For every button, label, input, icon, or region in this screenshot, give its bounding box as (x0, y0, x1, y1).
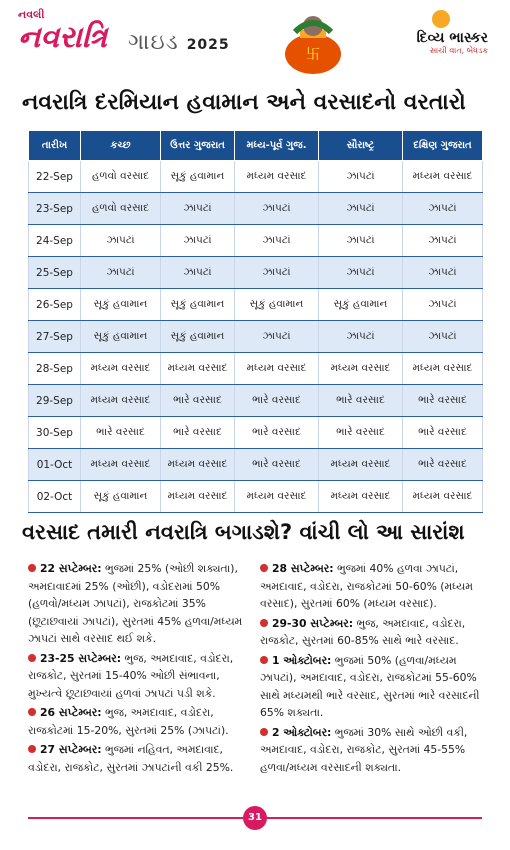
table-cell: ભારે વરસાદ (403, 449, 483, 481)
summary-text: ભુજમાં નહિવત, અમદાવાદ, વડોદરા, રાજકોટ, સુરતમાં ઝાપટાંની વકી 25%. (28, 743, 234, 774)
summary-text: ભુજમાં 30% સાથે ઓછી વકી, અમદાવાદ, વડોદરા, રાજકોટ, સુરતમાં 45-55% હળવા/મધ્યમ વરસાદની શક્યતા. (260, 725, 468, 774)
table-cell: મધ્યમ વરસાદ (403, 353, 483, 385)
weather-table (28, 130, 483, 513)
table-cell: ઝાપટાં (403, 193, 483, 225)
table-cell: મધ્યમ વરસાદ (161, 481, 235, 513)
table-cell: હળવો વરસાદ (81, 161, 161, 193)
summary-date: 28 સપ્ટેમ્બર: (272, 562, 334, 575)
header-date: તારીખ (29, 131, 81, 161)
table-cell: ઝાપટાં (161, 225, 235, 257)
summary-title: વરસાદ તમારી નવરાત્રિ બગાડશે? વાંચી લો આ સારાંશ (22, 520, 465, 544)
brand-guide-label (128, 30, 230, 55)
summary-item (260, 615, 486, 650)
table-cell: મધ્યમ વરસાદ (403, 481, 483, 513)
navratri-guide-logo (18, 8, 107, 54)
summary-text: ભુજમાં 50% (હળવા/મધ્યમ ઝાપટાં), અમદાવાદ, વડોદરા, રાજકોટમાં 55-60% સાથે મધ્યમથી ભારે વરસાદ, સુરતમાં ભારે વરસાદની 65% શક્યતા. (260, 653, 480, 719)
table-row (29, 225, 483, 257)
summary-item (28, 650, 250, 703)
table-cell: મધ્યમ વરસાદ (319, 353, 403, 385)
table-header-row (29, 131, 483, 161)
table-row (29, 449, 483, 481)
table-cell: ઝાપટાં (235, 321, 319, 353)
table-cell: ભારે વરસાદ (81, 417, 161, 449)
table-cell: ભારે વરસાદ (235, 449, 319, 481)
table-cell: ભારે વરસાદ (403, 417, 483, 449)
summary-item (28, 560, 250, 648)
table-cell: ભારે વરસાદ (403, 385, 483, 417)
table-row (29, 161, 483, 193)
table-cell: મધ્યમ વરસાદ (161, 449, 235, 481)
divya-bhaskar-logo (417, 30, 488, 56)
page-title: નવરાત્રિ દરમિયાન હવામાન અને વરસાદનો વરતારો (22, 90, 466, 115)
table-cell: સૂકું હવામાન (319, 289, 403, 321)
table-cell: ઝાપટાં (319, 257, 403, 289)
table-row (29, 385, 483, 417)
table-row (29, 353, 483, 385)
table-cell-date: 27-Sep (29, 321, 81, 353)
table-cell: ભારે વરસાદ (319, 417, 403, 449)
table-cell: ઝાપટાં (235, 257, 319, 289)
table-cell: મધ્યમ વરસાદ (235, 161, 319, 193)
table-cell: ઝાપટાં (403, 225, 483, 257)
page-header (0, 0, 510, 80)
table-cell: ભારે વરસાદ (235, 417, 319, 449)
table-cell: મધ્યમ વરસાદ (161, 353, 235, 385)
table-row (29, 289, 483, 321)
table-cell-date: 29-Sep (29, 385, 81, 417)
table-cell: મધ્યમ વરસાદ (81, 449, 161, 481)
table-cell: મધ્યમ વરસાદ (235, 481, 319, 513)
guide-text: ગાઇડ (128, 30, 179, 55)
bullet-icon (260, 728, 268, 736)
table-cell: ભારે વરસાદ (319, 385, 403, 417)
header-kutch: કચ્છ (81, 131, 161, 161)
table-cell: સૂકું હવામાન (235, 289, 319, 321)
header-south-gujarat: દક્ષિણ ગુજરાત (403, 131, 483, 161)
table-cell: ઝાપટાં (319, 161, 403, 193)
table-cell-date: 30-Sep (29, 417, 81, 449)
summary-text: ભુજમાં 25% (ઓછી શક્યતા), અમદાવાદમાં 25% (ઓછી), વડોદરામાં 50% (હળવો/મધ્યમ ઝાપટાં), રાજકોટમાં 35% (છૂટાછવાયાં ઝાપટાં), સુરતમાં 45% હળવા/મધ્યમ ઝાપટાં સાથે વરસાદ થઈ શકે. (28, 562, 243, 645)
header-saurashtra: સૌરાષ્ટ્ર (319, 131, 403, 161)
summary-date: 1 ઓક્ટોબર: (272, 653, 332, 667)
table-row (29, 417, 483, 449)
header-central-east: મધ્ય-પૂર્વ ગુજ. (235, 131, 319, 161)
table-row (29, 481, 483, 513)
table-cell: મધ્યમ વરસાદ (319, 481, 403, 513)
table-cell: ઝાપટાં (319, 193, 403, 225)
table-cell: સૂકું હવામાન (81, 481, 161, 513)
table-row (29, 193, 483, 225)
table-cell: સૂકું હવામાન (81, 321, 161, 353)
table-cell: ભારે વરસાદ (161, 385, 235, 417)
summary-item (28, 741, 250, 776)
table-cell: સૂકું હવામાન (161, 161, 235, 193)
table-cell-date: 22-Sep (29, 161, 81, 193)
svg-text:卐: 卐 (306, 47, 320, 63)
table-cell: સૂકું હવામાન (161, 321, 235, 353)
table-body (29, 161, 483, 513)
publisher-name: દિવ્ય ભાસ્કર (416, 30, 488, 46)
table-cell: મધ્યમ વરસાદ (319, 449, 403, 481)
table-cell-date: 28-Sep (29, 353, 81, 385)
table-cell-date: 26-Sep (29, 289, 81, 321)
summary-left-column (28, 560, 250, 778)
bullet-icon (260, 656, 268, 664)
table-cell-date: 02-Oct (29, 481, 81, 513)
summary-text: ભુજમાં 40% હળવા ઝાપટાં, અમદાવાદ, વડોદરા, રાજકોટમાં 50-60% (મધ્યમ વરસાદ), સુરતમાં 60% (મધ્યમ વરસાદ). (260, 562, 473, 610)
bullet-icon (28, 654, 36, 662)
page-number: 31 (243, 806, 267, 830)
summary-text: ભુજ, અમદાવાદ, વડોદરા, રાજકોટ, સુરતમાં 60-85% સાથે ભારે વરસાદ. (260, 616, 466, 647)
brand-big-text: નવરાત્રિ (18, 20, 108, 55)
table-cell: સૂકું હવામાન (81, 289, 161, 321)
table-cell: ઝાપટાં (81, 225, 161, 257)
summary-date: 29-30 સપ્ટેમ્બર: (272, 616, 354, 630)
publisher-tagline: સાચી વાત, બેધડક (429, 46, 488, 55)
table-cell: ઝાપટાં (319, 225, 403, 257)
table-cell: ઝાપટાં (403, 321, 483, 353)
brand-small-text: નવલી (18, 8, 45, 21)
bullet-icon (28, 708, 36, 716)
summary-item (260, 652, 486, 722)
table-cell: સૂકું હવામાન (161, 289, 235, 321)
table-cell: ઝાપટાં (161, 257, 235, 289)
header-north-gujarat: ઉત્તર ગુજરાત (161, 131, 235, 161)
summary-item (260, 560, 486, 613)
summary-date: 2 ઓક્ટોબર: (272, 725, 332, 739)
table-row (29, 257, 483, 289)
summary-text: ભુજ, અમદાવાદ, વડોદરા, રાજકોટમાં 15-20%, સુરતમાં 25% (ઝાપટાં). (28, 706, 229, 737)
summary-right-column (260, 560, 486, 778)
bullet-icon (28, 564, 36, 572)
table-cell: હળવો વરસાદ (81, 193, 161, 225)
table-row (29, 321, 483, 353)
summary-date: 27 સપ્ટેમ્બર: (40, 743, 102, 756)
table-cell: ઝાપટાં (403, 289, 483, 321)
summary-date: 22 સપ્ટેમ્બર: (40, 562, 102, 575)
table-cell: મધ્યમ વરસાદ (81, 353, 161, 385)
bullet-icon (260, 619, 268, 627)
kalash-icon (270, 4, 356, 76)
table-cell: ઝાપટાં (319, 321, 403, 353)
table-cell: મધ્યમ વરસાદ (403, 161, 483, 193)
table-cell: ઝાપટાં (235, 193, 319, 225)
bullet-icon (260, 564, 268, 572)
table-cell-date: 01-Oct (29, 449, 81, 481)
summary-date: 23-25 સપ્ટેમ્બર: (40, 651, 122, 665)
table-cell: મધ્યમ વરસાદ (81, 385, 161, 417)
table-cell: ઝાપટાં (403, 257, 483, 289)
summary-date: 26 સપ્ટેમ્બર: (40, 706, 102, 719)
table-cell: મધ્યમ વરસાદ (235, 353, 319, 385)
summary-text: ભુજ, અમદાવાદ, વડોદરા, રાજકોટ, સુરતમાં 15-40% ઓછી સંભાવના, મુખ્યત્વે છૂટાછવાયાં હળવાં ઝાપટાં પડી શકે. (28, 651, 234, 700)
bullet-icon (28, 745, 36, 753)
sun-icon (432, 10, 450, 28)
table-cell: ભારે વરસાદ (161, 417, 235, 449)
table-cell-date: 23-Sep (29, 193, 81, 225)
table-cell: ઝાપટાં (81, 257, 161, 289)
guide-year: 2025 (186, 37, 230, 53)
summary-item (260, 724, 486, 777)
table-cell: ઝાપટાં (235, 225, 319, 257)
table-cell: ઝાપટાં (161, 193, 235, 225)
table-cell-date: 24-Sep (29, 225, 81, 257)
table-cell-date: 25-Sep (29, 257, 81, 289)
summary-item (28, 704, 250, 739)
table-cell: ભારે વરસાદ (235, 385, 319, 417)
